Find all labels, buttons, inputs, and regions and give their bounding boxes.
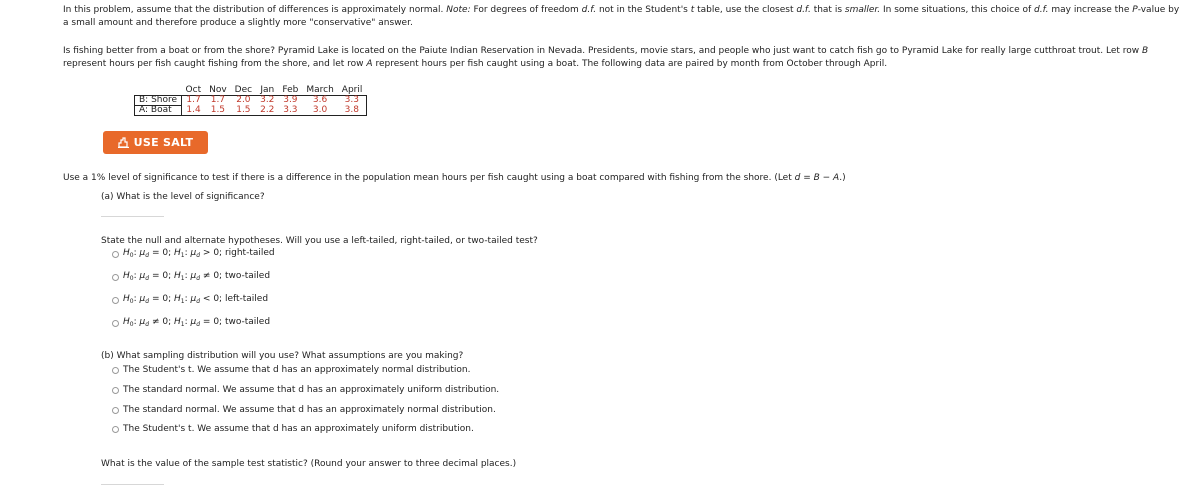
hypothesis-text: $H_0$: $\mu_d = 0$; $H_1$: $\mu_d > 0$; right-tailed	[123, 248, 275, 259]
radio-button[interactable]	[112, 320, 119, 327]
significance-answer-input[interactable]	[101, 216, 164, 217]
table-cell: 2.0	[231, 96, 256, 106]
radio-button[interactable]	[112, 297, 119, 304]
month-header: Jan	[260, 85, 275, 95]
hypothesis-option[interactable]	[112, 293, 268, 308]
month-header: Nov	[209, 85, 227, 95]
distribution-option-text: The Student's t. We assume that d has an approximately uniform distribution.	[123, 424, 474, 434]
month-header: Dec	[234, 85, 253, 95]
radio-button[interactable]	[112, 387, 119, 394]
table-row	[135, 96, 367, 106]
distribution-option-text: The Student's t. We assume that d has an approximately normal distribution.	[123, 365, 471, 375]
row-label: B: Shore	[135, 96, 182, 106]
hypothesis-option[interactable]	[112, 270, 270, 285]
radio-button[interactable]	[112, 426, 119, 433]
table-cell: 1.7	[182, 96, 206, 106]
part-a-label: (a) What is the level of significance?	[101, 192, 265, 202]
distribution-option[interactable]	[112, 404, 496, 417]
month-header: Feb	[282, 85, 299, 95]
table-cell: 3.8	[338, 106, 367, 116]
table-cell: 3.9	[278, 96, 302, 106]
data-table	[134, 86, 367, 116]
hypothesis-text: $H_0$: $\mu_d = 0$; $H_1$: $\mu_d < 0$; left-tailed	[123, 294, 269, 305]
radio-button[interactable]	[112, 407, 119, 414]
table-row	[135, 106, 367, 116]
use-salt-button[interactable]	[103, 131, 208, 154]
table-cell: 1.5	[205, 106, 231, 116]
hypothesis-text: $H_0$: $\mu_d \ne 0$; $H_1$: $\mu_d = 0$; two-tailed	[123, 317, 271, 328]
distribution-option[interactable]	[112, 364, 470, 377]
table-cell: 3.0	[302, 106, 337, 116]
use-salt-label: USE SALT	[133, 136, 194, 149]
radio-button[interactable]	[112, 251, 119, 258]
hypotheses-prompt: State the null and alternate hypotheses. Will you use a left-tailed, right-tailed, or two-tailed test?	[101, 236, 538, 246]
table-cell: 3.3	[338, 96, 367, 106]
hypothesis-text: $H_0$: $\mu_d = 0$; $H_1$: $\mu_d \ne 0$; two-tailed	[123, 271, 271, 282]
table-cell: 3.3	[278, 106, 302, 116]
question-intro: Use a 1% level of significance to test if there is a difference in the population mean hours per fish caught using a boat compared with fishing from the shore. (Let d = B − A.)	[63, 173, 846, 183]
salt-chart-icon	[118, 137, 129, 148]
test-statistic-input[interactable]	[101, 484, 164, 485]
intro-paragraph: In this problem, assume that the distribution of differences is approximately normal. Note: For degrees of freedom d.f. not in the Student's t table, use the closest d.f. that is smaller. In some situations, this choice of d.f. may increase the P-value by a small amount and therefore produce a slightly more "conservative" answer.	[63, 5, 1180, 28]
problem-paragraph: Is fishing better from a boat or from the shore? Pyramid Lake is located on the Paiute Indian Reservation in Nevada. Presidents, movie stars, and people who just want to catch fish go to Pyramid Lake for really large cutthroat trout. Let row B represent hours per fish caught fishing from the shore, and let row A represent hours per fish caught using a boat. The following data are paired by month from October through April.	[63, 46, 1149, 69]
hypothesis-option[interactable]	[112, 247, 275, 262]
distribution-option[interactable]	[112, 384, 499, 397]
test-statistic-label: What is the value of the sample test statistic? (Round your answer to three decimal places.)	[101, 459, 517, 469]
radio-button[interactable]	[112, 367, 119, 374]
radio-button[interactable]	[112, 274, 119, 281]
row-label: A: Boat	[135, 106, 182, 116]
table-cell: 1.5	[231, 106, 256, 116]
table-cell: 2.2	[256, 106, 278, 116]
distribution-option[interactable]	[112, 423, 474, 436]
distribution-option-text: The standard normal. We assume that d has an approximately normal distribution.	[123, 405, 496, 415]
table-cell: 1.7	[205, 96, 231, 106]
part-b-label: (b) What sampling distribution will you use? What assumptions are you making?	[101, 351, 464, 361]
table-cell: 3.2	[256, 96, 278, 106]
table-cell: 1.4	[182, 106, 206, 116]
table-cell: 3.6	[302, 96, 337, 106]
distribution-option-text: The standard normal. We assume that d has an approximately uniform distribution.	[123, 385, 500, 395]
month-header: March	[306, 85, 334, 95]
month-header: Oct	[185, 85, 202, 95]
hypothesis-option[interactable]	[112, 316, 270, 331]
month-header: April	[341, 85, 363, 95]
